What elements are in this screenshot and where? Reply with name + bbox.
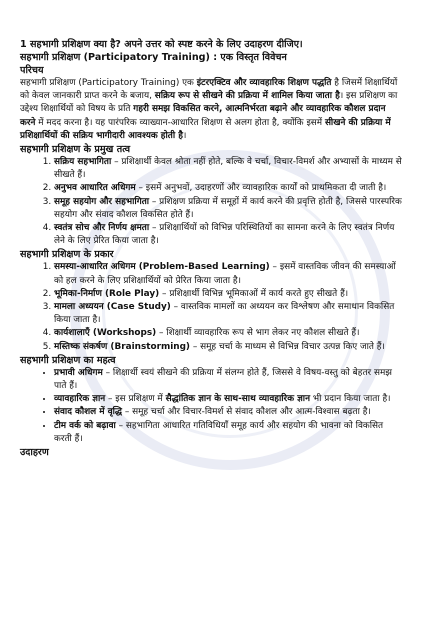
intro-text-2: है जिसमें शिक्षार्थियों को केवल जानकारी प्राप्त करने के बजाय,: [20, 78, 398, 102]
importance-text-2: भी प्रदान किया जाता है।: [310, 394, 391, 405]
element-title: समूह सहयोग और सहभागिता: [54, 196, 150, 207]
question-heading: 1 सहभागी प्रशिक्षण क्या है? अपने उत्तर को स्पष्ट करने के लिए उदाहरण दीजिए।: [20, 39, 303, 50]
list-item: [54, 406, 402, 419]
intro-text-3: । इस प्रशिक्षण का उद्देश्य शिक्षार्थियों को विषय के प्रति: [20, 91, 398, 115]
list-item: [54, 222, 402, 248]
type-text: – समूह चर्चा के माध्यम से विभिन्न विचार उत्पन्न किए जाते हैं।: [190, 341, 385, 352]
intro-text-4: में मदद करना है। यह पारंपरिक व्याख्यान-आधारित शिक्षण से अलग होता है, क्योंकि इसमें: [35, 117, 325, 128]
importance-title: प्रभावी अधिगम: [54, 367, 103, 378]
list-item: [54, 288, 402, 301]
intro-paragraph: [20, 77, 402, 143]
element-title: स्वतंत्र सोच और निर्णय क्षमता: [54, 223, 150, 234]
element-text: – प्रशिक्षार्थियों को विभिन्न परिस्थितियों का सामना करने के लिए स्वतंत्र निर्णय लेने के लिए प्रेरित किया जाता है।: [54, 223, 395, 247]
type-title: मस्तिष्क संकर्षण (Brainstorming): [54, 341, 190, 352]
type-title: मामला अध्ययन (Case Study): [54, 302, 171, 313]
importance-text: – समूह चर्चा और विचार-विमर्श से संवाद कौशल और आत्म-विश्वास बढ़ता है।: [122, 407, 371, 418]
importance-title: संवाद कौशल में वृद्धि: [54, 407, 123, 418]
element-title: अनुभव आधारित अधिगम: [54, 183, 136, 194]
element-text: – इसमें अनुभवों, उदाहरणों और व्यावहारिक कार्यों को प्राथमिकता दी जाती है।: [135, 183, 387, 194]
importance-heading: सहभागी प्रशिक्षण का महत्व: [20, 354, 116, 366]
importance-list: [20, 367, 402, 446]
type-text: – वास्तविक मामलों का अध्ययन कर विश्लेषण और समाधान विकसित किया जाता है।: [54, 302, 395, 326]
list-item: [54, 196, 402, 222]
intro-text-5: ।: [182, 130, 187, 141]
list-item: [54, 301, 402, 327]
type-title: भूमिका-निर्माण (Role Play): [54, 288, 160, 299]
type-text: – प्रशिक्षार्थी विभिन्न भूमिकाओं में कार्य करते हुए सीखते हैं।: [159, 288, 349, 299]
intro-bold-1: इंटरएक्टिव और व्यावहारिक शिक्षण पद्धति: [196, 78, 332, 88]
type-text: – शिक्षार्थी व्यावहारिक रूप से भाग लेकर नए कौशल सीखते हैं।: [156, 328, 360, 339]
element-title: सक्रिय सहभागिता: [54, 157, 112, 168]
element-text: – प्रशिक्षण प्रक्रिया में समूहों में कार्य करने की प्रवृत्ति होती है, जिससे पारस्परिक सहयोग और संवाद कौशल विकसित होते हैं।: [54, 196, 402, 220]
types-list: [20, 261, 402, 353]
list-item: [54, 182, 402, 195]
importance-title-2: सैद्धांतिक ज्ञान के साथ-साथ व्यावहारिक ज्ञान: [165, 394, 311, 405]
importance-text: – इस प्रशिक्षण में: [105, 394, 166, 405]
element-text: – प्रशिक्षार्थी केवल श्रोता नहीं होते, बल्कि वे चर्चा, विचार-विमर्श और अभ्यासों के माध्यम से सीखते हैं।: [54, 157, 402, 181]
list-item: [54, 367, 402, 393]
type-title: कार्यशालाएँ (Workshops): [54, 328, 157, 339]
example-heading: उदाहरण: [20, 447, 49, 459]
importance-text: – सहभागिता आधारित गतिविधियाँ समूह कार्य और सहयोग की भावना को विकसित करती हैं।: [54, 420, 384, 444]
importance-title: व्यावहारिक ज्ञान: [54, 394, 106, 405]
importance-text: – शिक्षार्थी स्वयं सीखने की प्रक्रिया में संलग्न होते हैं, जिससे वे विषय-वस्तु को बेहतर समझ पाते हैं।: [54, 367, 392, 392]
list-item: [54, 327, 402, 340]
document-title: सहभागी प्रशिक्षण (Participatory Training) : एक विस्तृत विवेचन: [20, 52, 287, 63]
intro-bold-2: सक्रिय रूप से सीखने की प्रक्रिया में शामिल किया जाता है: [154, 91, 340, 102]
list-item: [54, 156, 402, 182]
intro-heading: परिचय: [20, 65, 44, 76]
type-title: समस्या-आधारित अधिगम (Problem-Based Learning): [54, 262, 270, 273]
type-text: – इसमें वास्तविक जीवन की समस्याओं को हल करने के लिए प्रशिक्षार्थियों को प्रेरित किया जाता है।: [54, 262, 396, 286]
list-item: [54, 420, 402, 446]
types-heading: सहभागी प्रशिक्षण के प्रकार: [20, 249, 114, 261]
list-item: [54, 341, 402, 354]
list-item: [54, 393, 402, 406]
intro-text-1: सहभागी प्रशिक्षण (Participatory Training) एक: [20, 78, 197, 88]
elements-heading: सहभागी प्रशिक्षण के प्रमुख तत्व: [20, 144, 131, 156]
intro-bold-3: गहरी समझ विकसित करने, आत्मनिर्भरता बढ़ाने और व्यावहारिक कौशल प्रदान करने: [20, 104, 386, 128]
intro-bold-4: सीखने की प्रक्रिया में प्रशिक्षार्थियों की सक्रिय भागीदारी आवश्यक होती है: [20, 117, 391, 141]
list-item: [54, 261, 402, 287]
elements-list: [20, 156, 402, 248]
importance-title: टीम वर्क को बढ़ावा: [54, 420, 116, 431]
